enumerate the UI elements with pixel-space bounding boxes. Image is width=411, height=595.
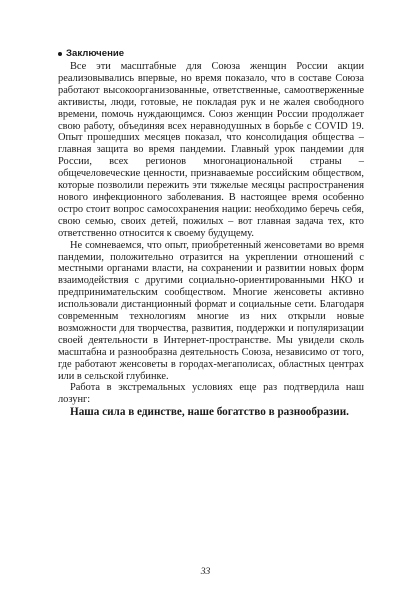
paragraph-1: Все эти масштабные для Союза женщин России акции реализовывались впервые, но время показало, что в составе Союза работают высокоорганизованные, ответственные, самоотверженные активисты, люди, готовые, не покладая рук и не жалея свободного времени, помочь нуждающимся. Союз женщин России продолжает свою работу, объединяя всех неравнодушных в борьбе с COVID 19. Опыт прошедших месяцев показал, что консолидация общества – главная защита во время пандемии. Главный урок пандемии для России, всех регионов многонациональной страны – общечеловеческие ценности, признаваемые российским обществом, которые позволили пережить эти тяжелые месяцы распространения нового инфекционного заболевания. В настоящее время особенно остро стоит вопрос самосохранения нации: необходимо беречь себя, свою семью, своих детей, пожилых – вот главная задача тех, кто ответственно относится к своему будущему. — [58, 61, 364, 239]
page-number: 33 — [200, 566, 211, 577]
bullet-icon — [58, 52, 62, 56]
paragraph-2: Не сомневаемся, что опыт, приобретенный женсоветами во время пандемии, положительно отразится на укреплении отношений с местными органами власти, на сохранении и развитии новых форм взаимодействия с другими социально-ориентированными НКО и предпринимательским сообществом. Многие женсоветы активно использовали дистанционный формат и социальные сети. Благодаря современным технологиям многие из них открыли новые возможности для творчества, развития, поддержки и популяризации своей деятельности в Интернет-пространстве. Мы увидели сколь масштабна и разнообразна деятельность Союза, независимо от того, где работают женсоветы в городах-мегаполисах, областных центрах или в сельской глубинке. — [58, 239, 364, 382]
page-content — [58, 48, 364, 419]
section-heading — [58, 48, 364, 59]
closing-slogan: Наша сила в единстве, наше богатство в разнообразии. — [70, 406, 349, 419]
paragraph-3: Работа в экстремальных условиях еще раз подтвердила наш лозунг: — [58, 382, 364, 406]
body-text — [58, 61, 364, 406]
section-heading-text: Заключение — [66, 48, 125, 59]
